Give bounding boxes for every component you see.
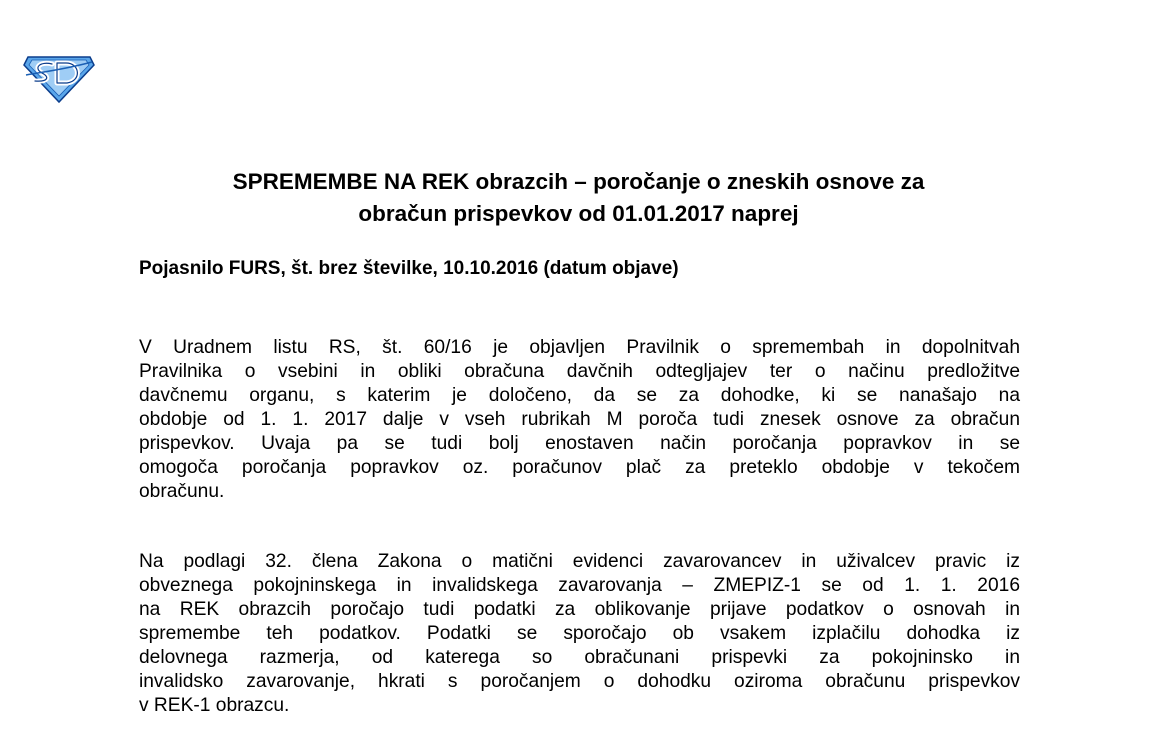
document-subtitle: Pojasnilo FURS, št. brez številke, 10.10.2016 (datum objave) xyxy=(139,258,679,279)
paragraph-line: Na podlagi 32. člena Zakona o matični evidenci zavarovancev in uživalcev pravic iz xyxy=(139,551,1020,572)
paragraph-2 xyxy=(139,550,1020,718)
paragraph-line: Pravilnika o vsebini in obliki obračuna davčnih odtegljajev ter o načinu predložitve xyxy=(139,361,1020,382)
document-title-line: SPREMEMBE NA REK obrazcih – poročanje o zneskih osnove za xyxy=(232,169,925,194)
paragraph-line: spremembe teh podatkov. Podatki se sporočajo ob vsakem izplačilu dohodka iz xyxy=(139,623,1020,644)
paragraph-line: obdobje od 1. 1. 2017 dalje v vseh rubrikah M poroča tudi znesek osnove za obračun xyxy=(139,409,1020,430)
paragraph-line: V Uradnem listu RS, št. 60/16 je objavljen Pravilnik o spremembah in dopolnitvah xyxy=(139,337,1020,358)
paragraph-line: prispevkov. Uvaja pa se tudi bolj enostaven način poročanja popravkov in se xyxy=(139,433,1020,454)
paragraph-line: na REK obrazcih poročajo tudi podatki za oblikovanje prijave podatkov o osnovah in xyxy=(139,599,1020,620)
paragraph-line: v REK-1 obrazcu. xyxy=(139,695,290,716)
paragraph-line: obveznega pokojninskega in invalidskega zavarovanja – ZMEPIZ-1 se od 1. 1. 2016 xyxy=(139,575,1020,596)
sd-diamond-logo-icon xyxy=(22,48,96,104)
paragraph-line: davčnemu organu, s katerim je določeno, da se za dohodke, ki se nanašajo na xyxy=(139,385,1020,406)
document-title xyxy=(100,166,1057,230)
paragraph-line: invalidsko zavarovanje, hkrati s poročanjem o dohodku oziroma obračunu prispevkov xyxy=(139,671,1020,692)
paragraph-1 xyxy=(139,336,1020,504)
paragraph-line: omogoča poročanja popravkov oz. poračunov plač za preteklo obdobje v tekočem xyxy=(139,457,1020,478)
paragraph-line: obračunu. xyxy=(139,481,225,502)
paragraph-line: delovnega razmerja, od katerega so obračunani prispevki za pokojninsko in xyxy=(139,647,1020,668)
document-title-line: obračun prispevkov od 01.01.2017 naprej xyxy=(358,201,799,226)
